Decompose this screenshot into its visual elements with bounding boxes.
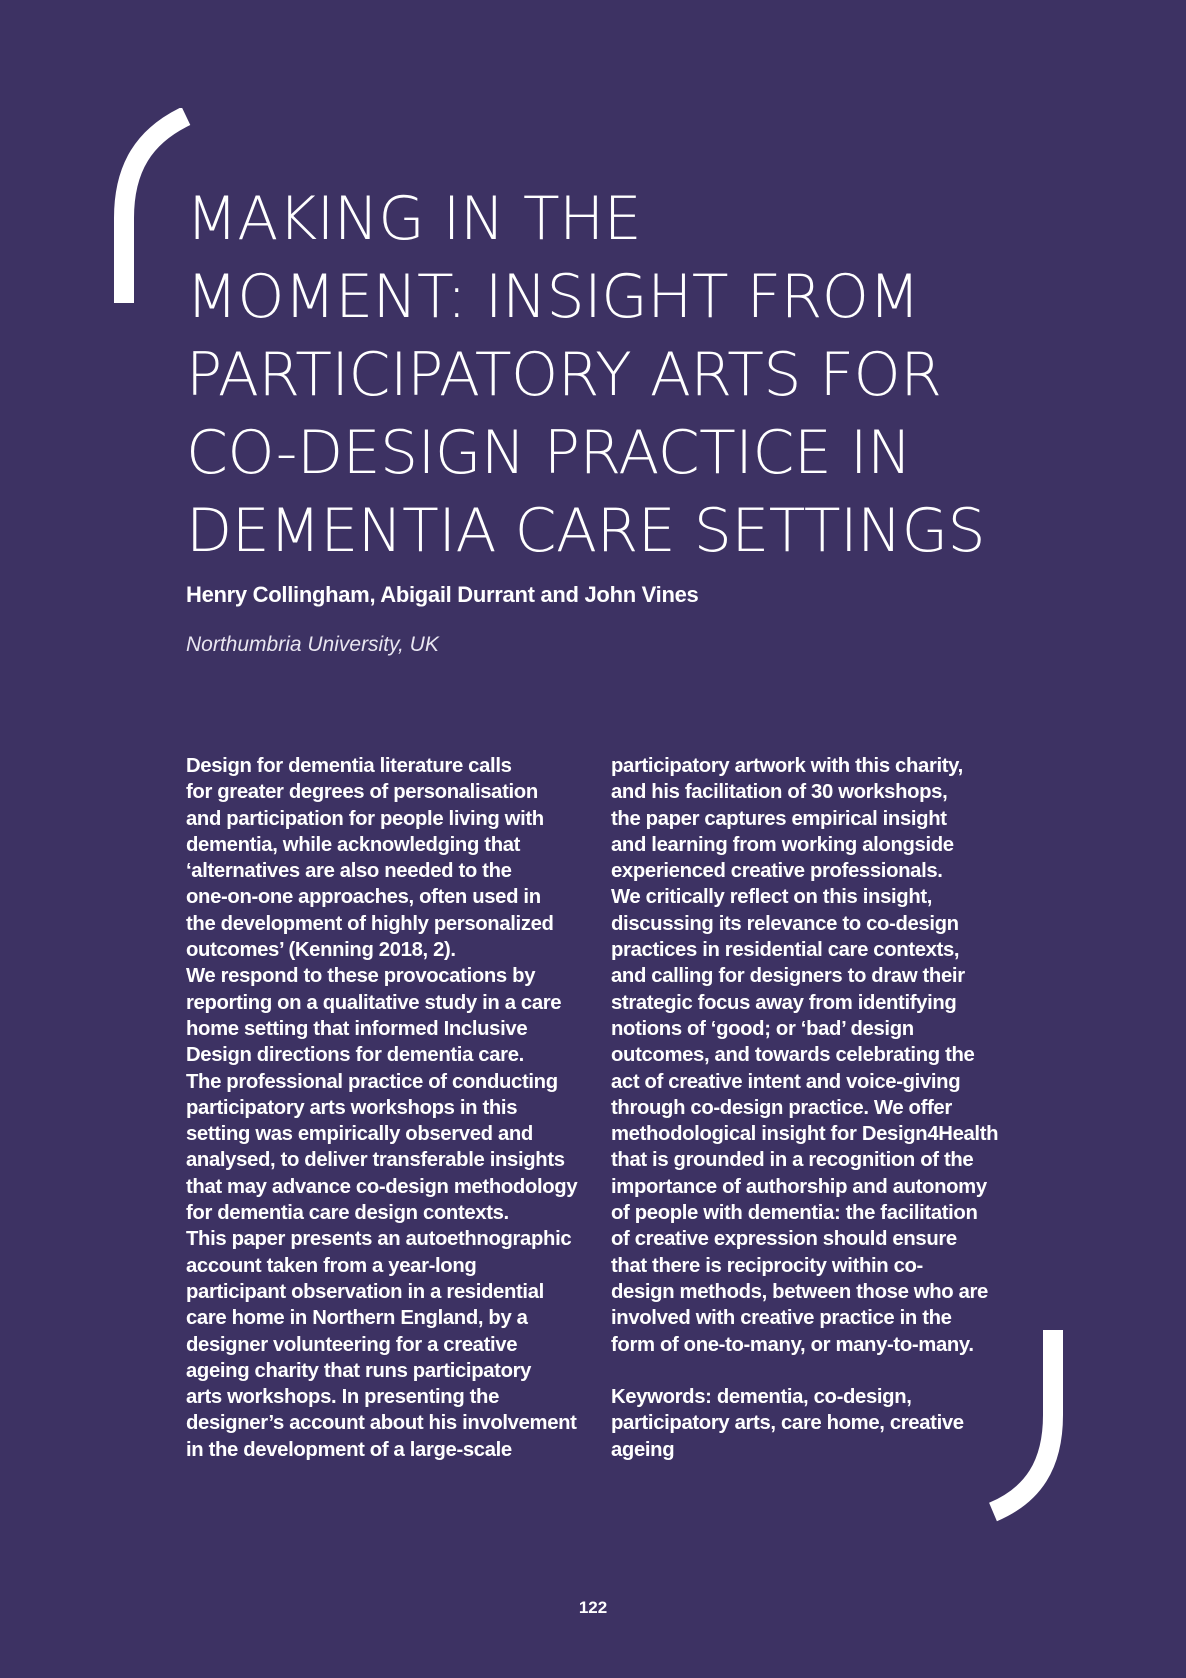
text-line: setting was empirically observed and — [186, 1123, 533, 1146]
text-line: ‘alternatives are also needed to the — [186, 860, 512, 883]
text-line: experienced creative professionals. — [611, 860, 943, 883]
text-line: outcomes, and towards celebrating the — [611, 1044, 975, 1067]
text-line: importance of authorship and autonomy — [611, 1175, 987, 1198]
text-line: We critically reflect on this insight, — [611, 886, 933, 909]
text-line: discussing its relevance to co-design — [611, 912, 959, 935]
text-line: for dementia care design contexts. — [186, 1202, 509, 1225]
text-line: design methods, between those who are — [611, 1280, 988, 1303]
text-line: notions of ‘good; or ‘bad’ design — [611, 1017, 914, 1040]
text-line: of people with dementia: the facilitation — [611, 1202, 978, 1225]
text-line: participant observation in a residential — [186, 1280, 544, 1303]
text-line: that there is reciprocity within co- — [611, 1254, 923, 1277]
text-line: methodological insight for Design4Health — [611, 1123, 999, 1146]
text-line: Keywords: dementia, co-design, — [611, 1386, 912, 1409]
text-line: that may advance co-design methodology — [186, 1175, 578, 1198]
text-line: involved with creative practice in the — [611, 1307, 952, 1330]
text-line: participatory arts, care home, creative — [611, 1412, 964, 1435]
text-line: We respond to these provocations by — [186, 965, 536, 988]
text-line: analysed, to deliver transferable insights — [186, 1149, 565, 1172]
title-line: CO-DESIGN PRACTICE IN — [186, 418, 912, 488]
text-line: through co-design practice. We offer — [611, 1096, 952, 1119]
text-line: in the development of a large-scale — [186, 1438, 512, 1461]
text-line: participatory artwork with this charity, — [611, 755, 963, 777]
text-line: and participation for people living with — [186, 807, 544, 830]
abstract-paragraph — [186, 963, 601, 1226]
text-line: home setting that informed Inclusive — [186, 1017, 528, 1040]
opening-bracket-icon — [114, 108, 194, 303]
text-line: designer’s account about his involvement — [186, 1412, 577, 1435]
text-line: and calling for designers to draw their — [611, 965, 965, 988]
text-line: Design directions for dementia care. — [186, 1044, 524, 1067]
text-line: The professional practice of conducting — [186, 1070, 558, 1093]
text-line: outcomes’ (Kenning 2018, 2). — [186, 939, 456, 962]
abstract-paragraph — [611, 753, 1026, 884]
title-line: PARTICIPATORY ARTS FOR — [186, 340, 942, 410]
title-line: DEMENTIA CARE SETTINGS — [186, 496, 986, 566]
text-line: practices in residential care contexts, — [611, 939, 960, 962]
text-line: Design for dementia literature calls — [186, 755, 512, 777]
text-line: designer volunteering for a creative — [186, 1333, 518, 1356]
text-line: and his facilitation of 30 workshops, — [611, 781, 948, 804]
closing-bracket-icon — [985, 1330, 1065, 1522]
text-line: care home in Northern England, by a — [186, 1307, 528, 1330]
keywords — [611, 1384, 1026, 1463]
text-line: account taken from a year-long — [186, 1254, 477, 1277]
abstract-left-column — [186, 753, 601, 1463]
text-line: the paper captures empirical insight — [611, 807, 947, 830]
abstract-paragraph — [611, 884, 1026, 1357]
text-line: act of creative intent and voice-giving — [611, 1070, 961, 1093]
text-line: for greater degrees of personalisation — [186, 781, 538, 804]
text-line: one-on-one approaches, often used in — [186, 886, 541, 909]
abstract-right-column — [611, 753, 1026, 1463]
text-line: of creative expression should ensure — [611, 1228, 957, 1251]
text-line: arts workshops. In presenting the — [186, 1386, 500, 1409]
text-line: that is grounded in a recognition of the — [611, 1149, 974, 1172]
text-line: This paper presents an autoethnographic — [186, 1228, 572, 1251]
text-line: the development of highly personalized — [186, 912, 554, 935]
affiliation: Northumbria University, UK — [186, 633, 439, 656]
abstract-paragraph — [186, 753, 601, 963]
text-line: strategic focus away from identifying — [611, 991, 957, 1014]
text-line: ageing — [611, 1438, 675, 1461]
text-line: form of one-to-many, or many-to-many. — [611, 1333, 974, 1356]
title-line: MAKING IN THE — [186, 184, 642, 254]
text-line: participatory arts workshops in this — [186, 1096, 518, 1119]
page-number: 122 — [578, 1598, 608, 1617]
authors: Henry Collingham, Abigail Durrant and John Vines — [186, 582, 699, 607]
title-line: MOMENT: INSIGHT FROM — [186, 262, 920, 332]
abstract-paragraph — [186, 1226, 601, 1463]
text-line: and learning from working alongside — [611, 833, 954, 856]
text-line: dementia, while acknowledging that — [186, 833, 521, 856]
text-line: reporting on a qualitative study in a care — [186, 991, 562, 1014]
article-title — [186, 180, 1086, 570]
text-line: ageing charity that runs participatory — [186, 1359, 532, 1382]
